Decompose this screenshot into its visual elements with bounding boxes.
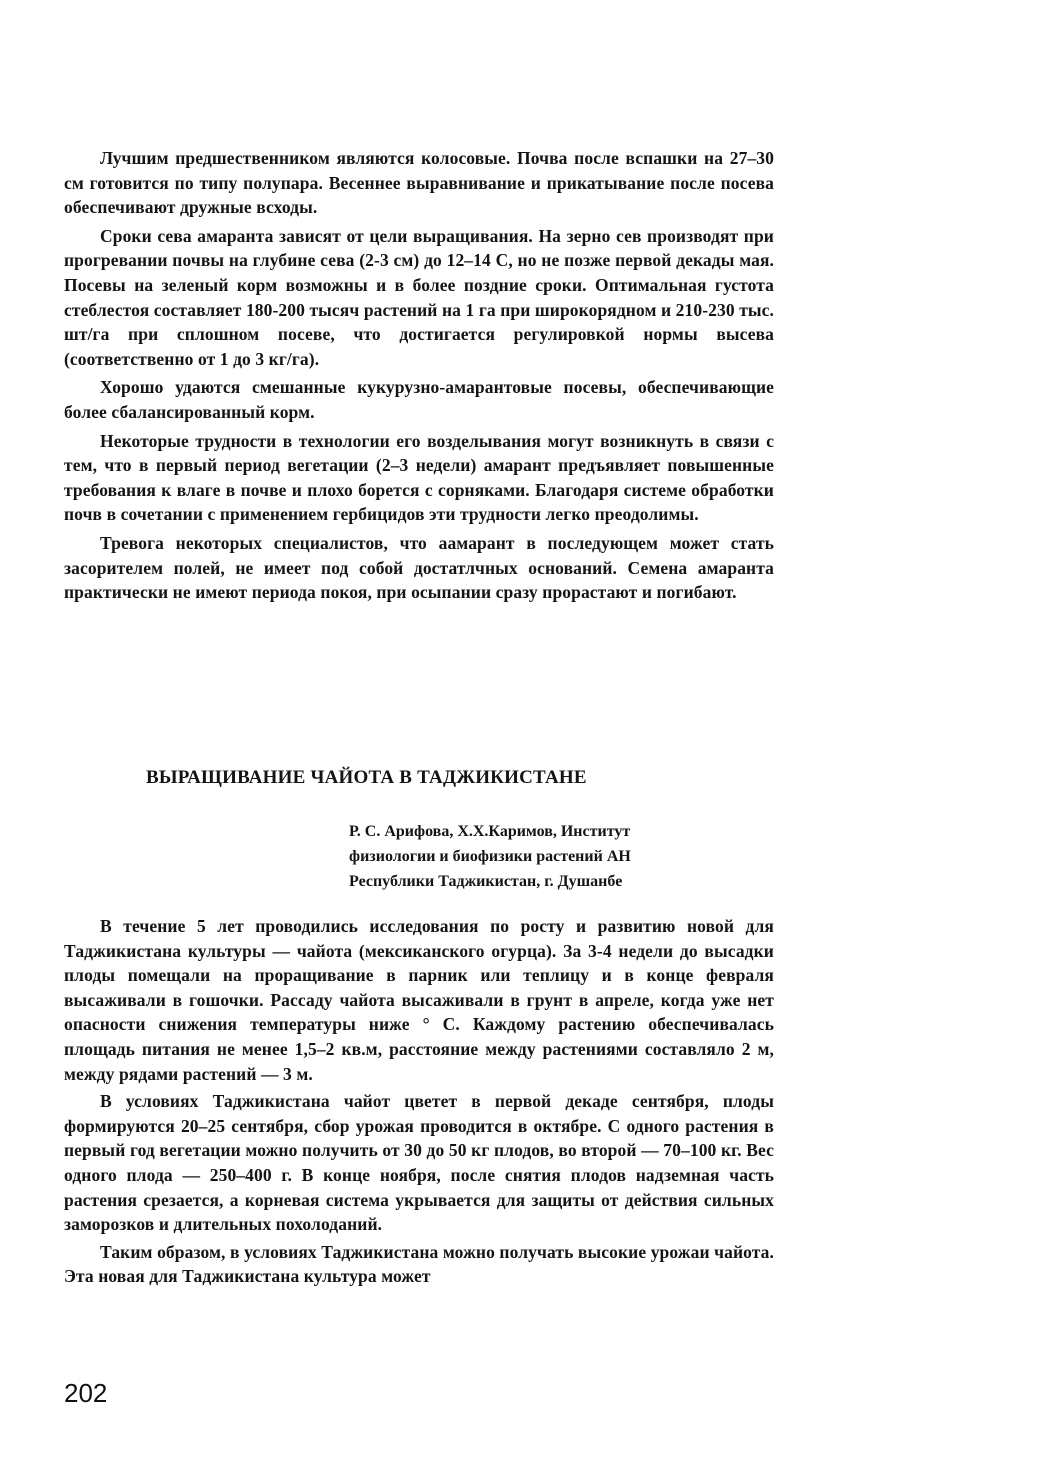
paragraph-difficulties: Некоторые трудности в технологии его возделывания могут возникнуть в связи с тем, что в первый период вегетации (2–3 недели) амарант предъявляет повышенные требования к влаге в почве и плохо борется с сорняками. Благодаря системе обработки почв в сочетании с применением гербицидов эти трудности легко преодолимы. (64, 430, 774, 525)
article-paragraph-conclusion: Таким образом, в условиях Таджикистана можно получать высокие урожаи чайота. Эта новая для Таджикистана культура может (64, 1241, 774, 1287)
paragraph-sowing-dates: Сроки сева амаранта зависят от цели выращивания. На зерно сев производят при прогревании почвы на глубине сева (2-3 см) до 12–14 С, но не позже первой декады мая. Посевы на зеленый корм возможны и в более поздние сроки. Оптимальная густота стеблестоя составляет 180-200 тысяч растений на 1 га при широкорядном и 210-230 тыс. шт/га при сплошном посеве, что достигается регулировкой нормы высева (соответственно от 1 до 3 кг/га). (64, 225, 774, 369)
page-number: 202 (64, 1378, 108, 1408)
author-line: Республики Таджикистан, г. Душанбе (349, 873, 623, 890)
article-paragraph-harvest: В условиях Таджикистана чайот цветет в первой декаде сентября, плоды формируются 20–25 сентября, сбор урожая проводится в октябре. С одного растения в первый год вегетации можно получить от 30 до 50 кг плодов, во второй — 70–100 кг. Вес одного плода — 250–400 г. В конце ноября, после снятия плодов надземная часть растения срезается, а корневая система укрывается для защиты от действия сильных заморозков и длительных похолоданий. (64, 1091, 774, 1235)
article-body (64, 914, 774, 1292)
author-line: Р. С. Арифова, Х.Х.Каримов, Институт (349, 823, 631, 840)
paragraph-mixed-crops: Хорошо удаются смешанные кукурузно-амарантовые посевы, обеспечивающие более сбалансированный корм. (64, 377, 774, 422)
paragraph-predecessors: Лучшим предшественником являются колосовые. Почва после вспашки на 27–30 см готовится по типу полупара. Весеннее выравнивание и прикатывание после посева обеспечивают дружные всходы. (64, 148, 774, 218)
article-authors (349, 819, 729, 894)
author-line: физиологии и биофизики растений АН (349, 848, 631, 865)
article-paragraph-research: В течение 5 лет проводились исследования по росту и развитию новой для Таджикистана культуры — чайота (мексиканского огурца). За 3-4 недели до высадки плоды помещали на проращивание в парник или теплицу и в конце февраля высаживали в гошочки. Рассаду чайота высаживали в грунт в апреле, когда уже нет опасности снижения температуры ниже ° С. Каждому растению обеспечивалась площадь питания не менее 1,5–2 кв.м, расстояние между растениями составляло 2 м, между рядами растений — 3 м. (64, 916, 774, 1084)
article-title: ВЫРАЩИВАНИЕ ЧАЙОТА В ТАДЖИКИСТАНЕ (146, 767, 587, 788)
top-text-block (64, 146, 774, 609)
paragraph-concerns: Тревога некоторых специалистов, что аамарант в последующем может стать засорителем полей, не имеет под собой достатлчных оснований. Семена амаранта практически не имеют периода покоя, при осыпании сразу прорастают и погибают. (64, 532, 774, 603)
